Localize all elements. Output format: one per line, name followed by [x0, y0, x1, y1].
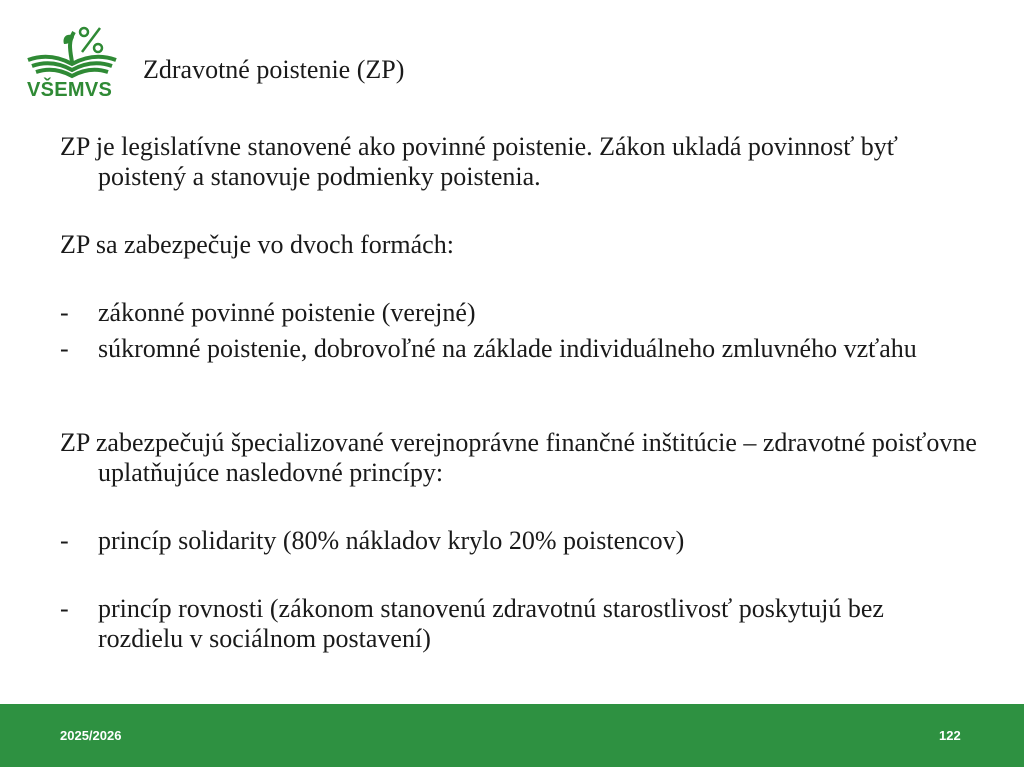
paragraph-legislation: ZP je legislatívne stanovené ako povinné poistenie. Zákon ukladá povinnosť byť poistený a stanovuje podmienky poistenia. — [60, 132, 898, 191]
list-item-text: zákonné povinné poistenie (verejné) — [98, 298, 476, 327]
list-item-text: súkromné poistenie, dobrovoľné na základe individuálneho zmluvného vzťahu — [98, 334, 917, 363]
logo-wordmark: VŠEMVS — [27, 79, 113, 101]
list-dash: - — [60, 594, 69, 623]
list-dash: - — [60, 526, 69, 555]
list-item-text: princíp solidarity (80% nákladov krylo 20% poistencov) — [98, 526, 685, 555]
list-item-principles — [60, 594, 940, 654]
footer-academic-year: 2025/2026 — [60, 728, 122, 743]
page-number: 122 — [939, 728, 961, 743]
list-dash: - — [60, 298, 69, 327]
paragraph-institutions: ZP zabezpečujú špecializované verejnoprávne finančné inštitúcie – zdravotné poisťovne uplatňujúce nasledovné princípy: — [60, 428, 977, 487]
slide-title: Zdravotné poistenie (ZP) — [143, 55, 405, 84]
logo — [22, 22, 122, 104]
list-item-forms — [60, 298, 940, 328]
paragraph-forms-intro: ZP sa zabezpečuje vo dvoch formách: — [60, 230, 454, 259]
list-item-forms — [60, 334, 940, 364]
list-dash: - — [60, 334, 69, 363]
book-percent-icon — [22, 22, 122, 82]
footer-bar — [0, 704, 1024, 767]
list-item-text: princíp rovnosti (zákonom stanovenú zdravotnú starostlivosť poskytujú bez rozdielu v sociálnom postavení) — [98, 594, 884, 653]
list-item-principles — [60, 526, 940, 556]
